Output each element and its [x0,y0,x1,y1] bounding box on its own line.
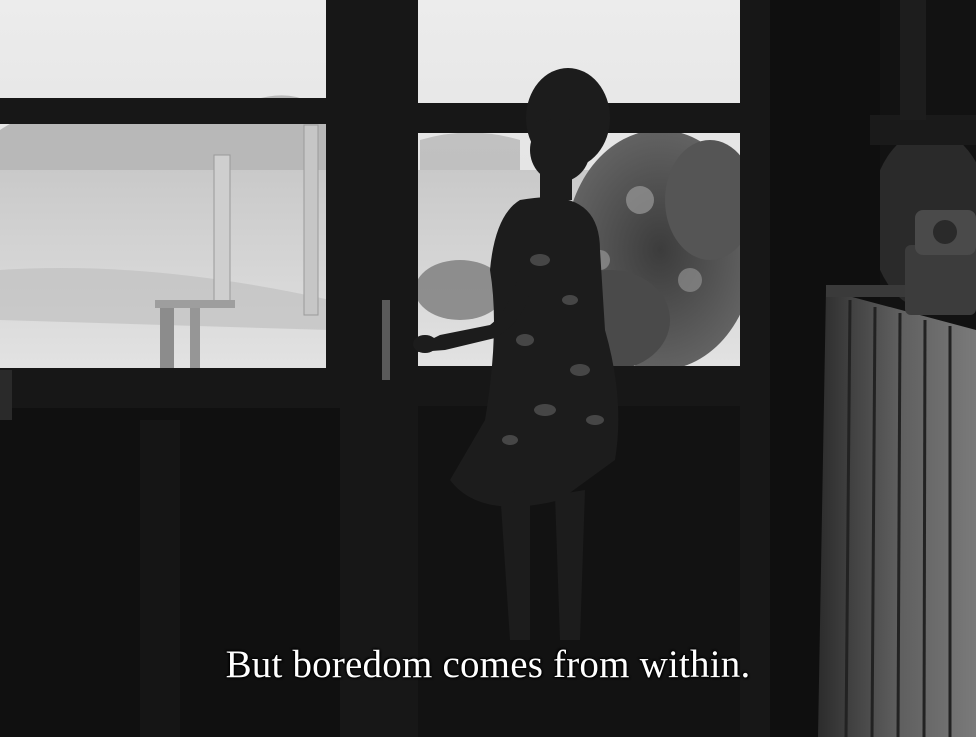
subtitle-text: But boredom comes from within. [225,643,751,686]
wall-object [905,210,976,315]
door-handle [382,300,390,380]
